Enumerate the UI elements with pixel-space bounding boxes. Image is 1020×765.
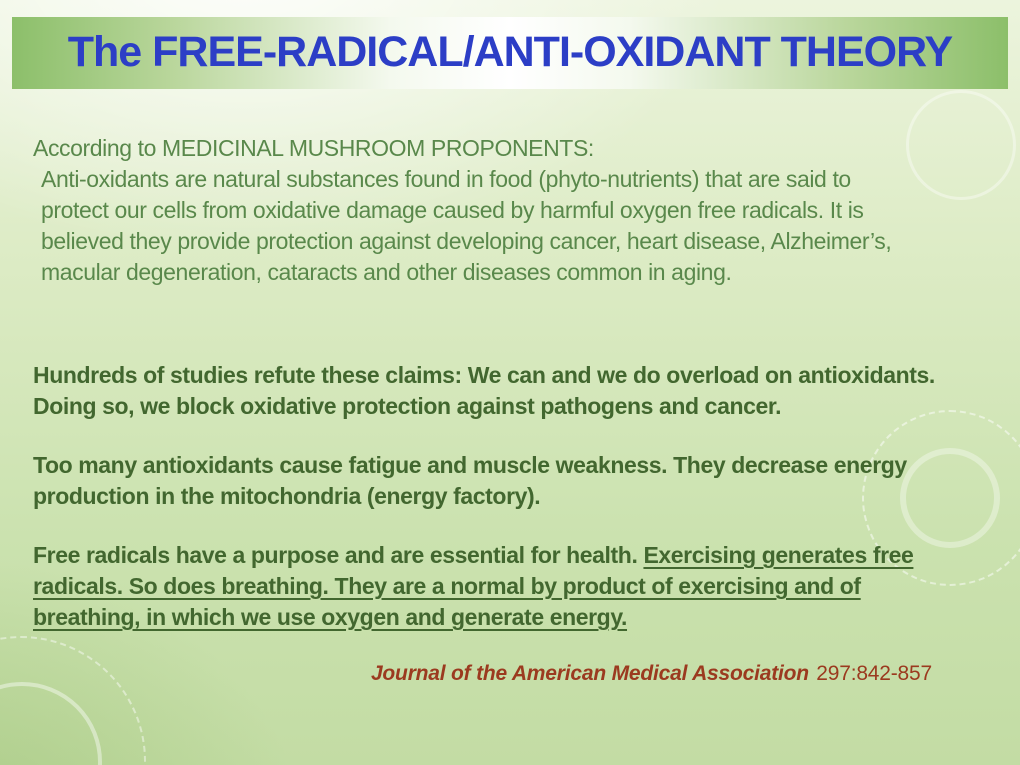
free-radicals-underlined-text: Exercising generates free xyxy=(643,542,914,568)
intro-line: macular degeneration, cataracts and other diseases common in aging. xyxy=(41,259,732,285)
intro-line: protect our cells from oxidative damage caused by harmful oxygen free radicals. It is xyxy=(41,197,864,223)
claim-paragraph-fatigue xyxy=(33,450,907,512)
claim-line xyxy=(33,540,913,571)
decor-dashed-circle-bottom-left-icon xyxy=(0,636,146,765)
claim-line: Doing so, we block oxidative protection against pathogens and cancer. xyxy=(33,393,782,419)
intro-line: Anti-oxidants are natural substances found in food (phyto-nutrients) that are said to xyxy=(41,166,851,192)
claim-line: breathing, in which we use oxygen and generate energy. xyxy=(33,604,628,630)
slide-title: The FREE-RADICAL/ANTI-OXIDANT THEORY xyxy=(67,28,953,76)
decor-circle-right-icon xyxy=(900,448,1000,548)
claim-line: Hundreds of studies refute these claims: We can and we do overload on antioxidants. xyxy=(33,362,935,388)
citation-journal-name: Journal of the American Medical Association xyxy=(370,662,809,685)
title-banner xyxy=(12,17,1008,89)
decor-circle-bottom-left-icon xyxy=(0,682,102,765)
decor-circle-top-right-icon xyxy=(906,90,1016,200)
citation xyxy=(371,660,932,688)
claim-paragraph-studies xyxy=(33,360,935,422)
free-radicals-normal-text: Free radicals have a purpose and are essential for health. xyxy=(33,542,644,568)
claim-line: production in the mitochondria (energy factory). xyxy=(33,483,541,509)
claim-paragraph-free-radicals xyxy=(33,540,913,633)
intro-lead: According to MEDICINAL MUSHROOM PROPONENTS: xyxy=(33,135,594,161)
intro-paragraph xyxy=(33,133,891,288)
intro-line: believed they provide protection against developing cancer, heart disease, Alzheimer’s, xyxy=(41,228,892,254)
claim-line: Too many antioxidants cause fatigue and muscle weakness. They decrease energy xyxy=(33,452,907,478)
claim-line: radicals. So does breathing. They are a normal by product of exercising and of xyxy=(33,573,861,599)
citation-reference-number: 297:842-857 xyxy=(816,662,932,685)
